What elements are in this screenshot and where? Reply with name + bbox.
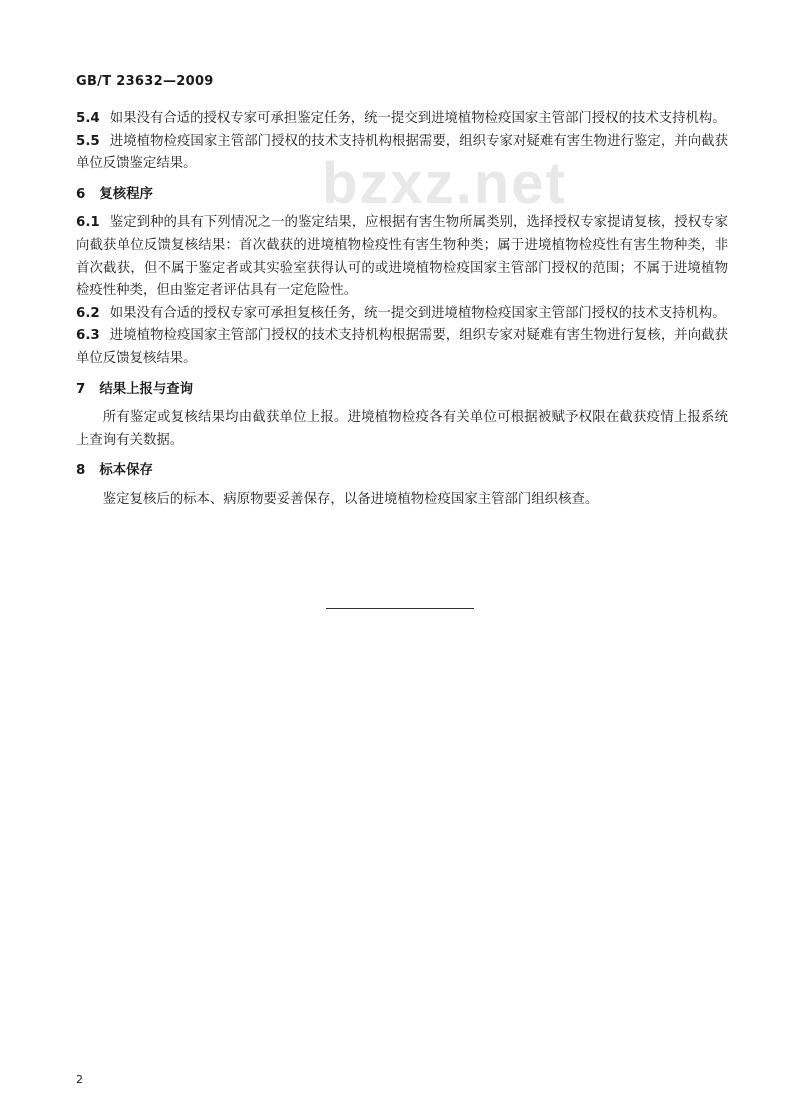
section-heading-6 [76,184,728,207]
end-of-document-rule [326,608,474,609]
section-heading-7 [76,379,728,402]
clause-number: 6.1 [76,215,100,231]
clause-text: 进境植物检疫国家主管部门授权的技术支持机构根据需要，组织专家对疑难有害生物进行鉴定，并向截获单位反馈鉴定结果。 [76,133,728,172]
clause-text: 进境植物检疫国家主管部门授权的技术支持机构根据需要，组织专家对疑难有害生物进行复核，并向截获单位反馈复核结果。 [76,328,728,366]
section-title: 复核程序 [99,186,153,202]
clause-6-1 [76,212,728,302]
section-heading-8 [76,460,728,483]
section-title: 标本保存 [99,463,153,479]
clause-6-2 [76,303,728,326]
clause-5-4 [76,108,728,131]
section-number: 7 [76,381,86,397]
section-8-body: 鉴定复核后的标本、病原物要妥善保存，以备进境植物检疫国家主管部门组织核查。 [102,491,599,507]
section-number: 8 [76,463,86,479]
section-number: 6 [76,186,86,202]
clause-number: 5.4 [76,111,100,126]
clause-number: 6.3 [76,328,100,344]
standard-code: GB/T 23632—2009 [76,74,214,89]
clause-number: 6.2 [76,305,100,321]
clause-text: 如果没有合适的授权专家可承担复核任务，统一提交到进境植物检疫国家主管部门授权的技术支持机构。 [109,305,726,321]
section-title: 结果上报与查询 [99,381,194,397]
clause-number: 5.5 [76,133,100,149]
clause-6-3 [76,325,728,370]
section-7-body: 所有鉴定或复核结果均由截获单位上报。进境植物检疫各有关单位可根据被赋予权限在截获疫情上报系统上查询有关数据。 [76,410,728,448]
clause-text: 如果没有合适的授权专家可承担鉴定任务，统一提交到进境植物检疫国家主管部门授权的技术支持机构。 [109,111,726,126]
clause-5-5 [76,131,728,176]
clause-text: 鉴定到种的具有下列情况之一的鉴定结果，应根据有害生物所属类别，选择授权专家提请复核，授权专家向截获单位反馈复核结果：首次截获的进境植物检疫性有害生物种类；属于进境植物检疫性有害生物种类，非首次截获，但不属于鉴定者或其实验室获得认可的或进境植物检疫国家主管部门授权的范围；不属于进境植物检疫性种类，但由鉴定者评估具有一定危险性。 [76,215,728,299]
document-body [76,108,728,512]
watermark-logo: bzxz.net [322,151,567,216]
page-number: 2 [76,1073,83,1086]
